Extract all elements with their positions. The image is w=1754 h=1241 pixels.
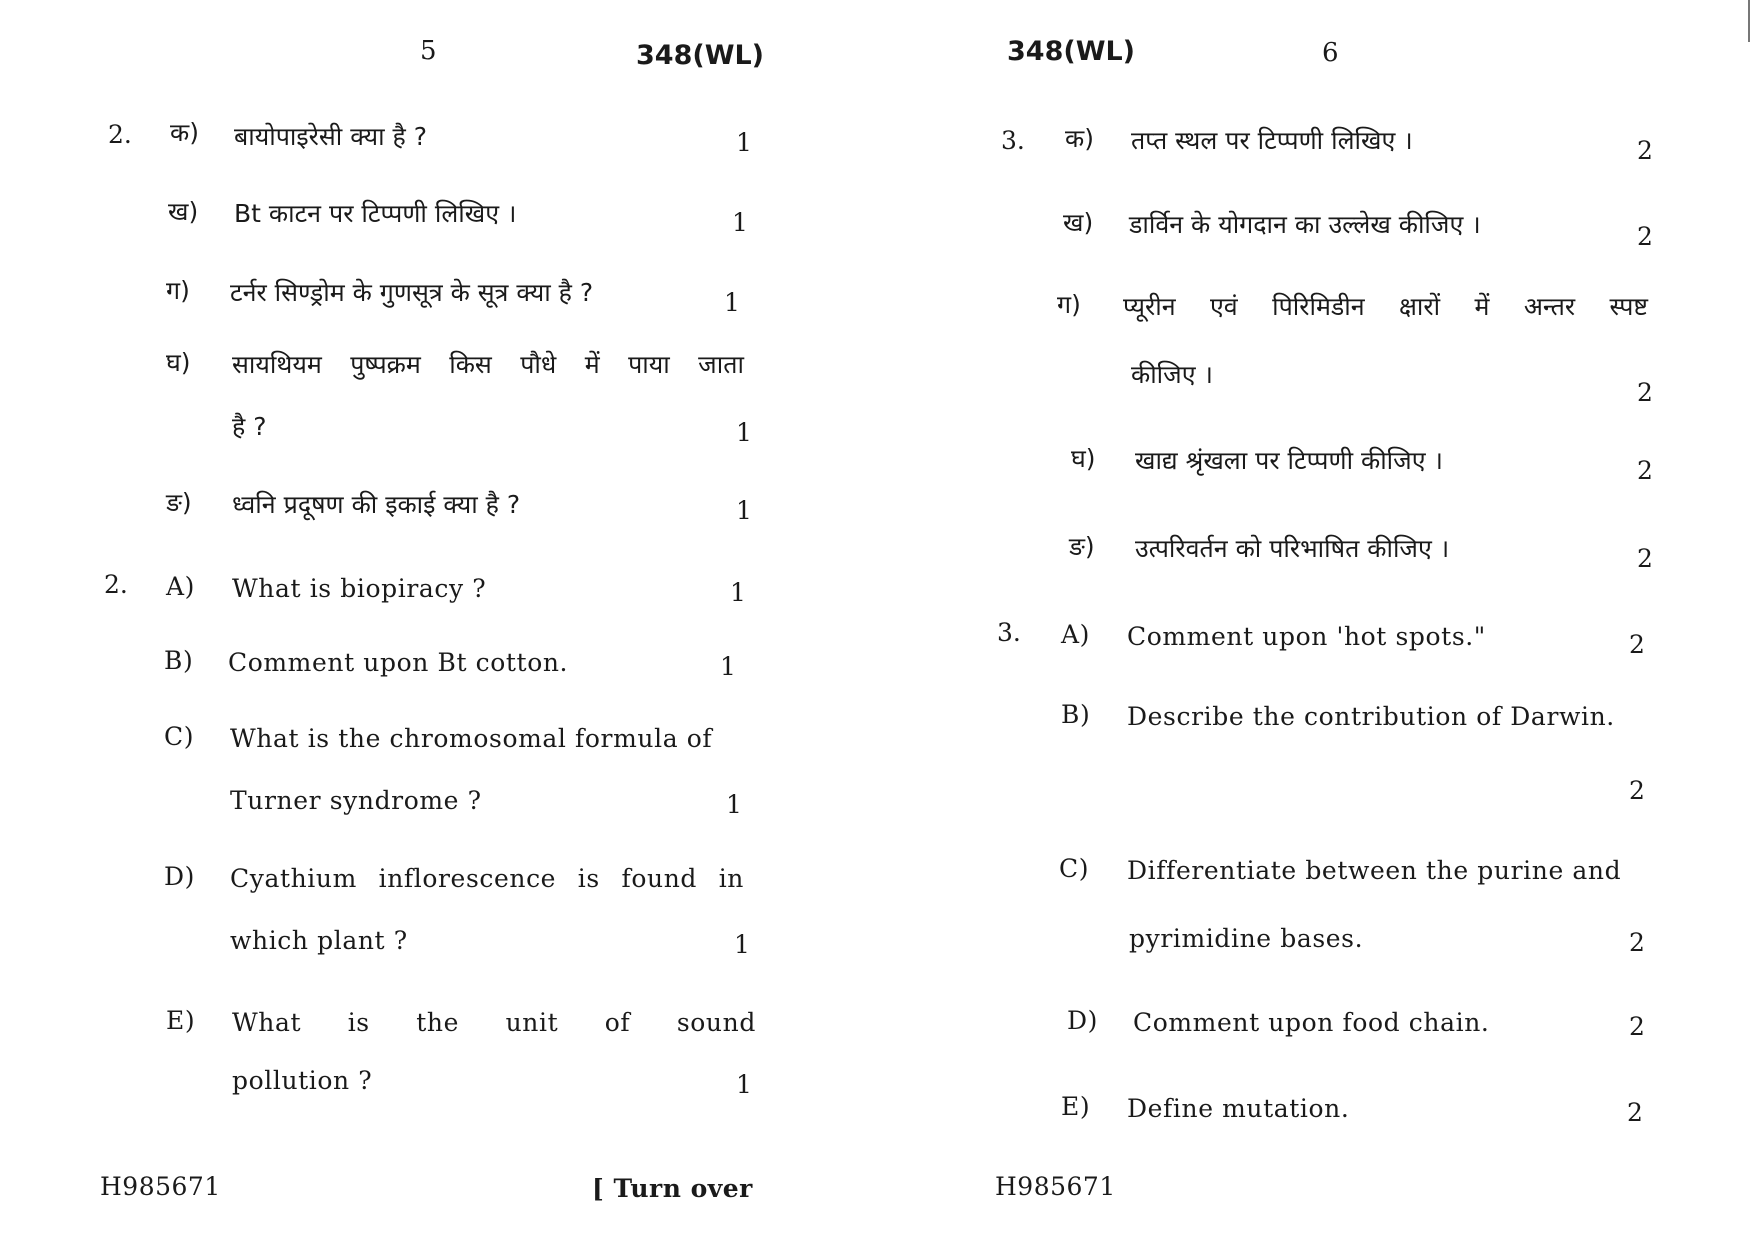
question-text: डार्विन के योगदान का उल्लेख कीजिए । bbox=[1129, 210, 1481, 239]
question-text-continued: कीजिए । bbox=[1131, 360, 1213, 389]
word: पुष्पक्रम bbox=[350, 350, 421, 379]
marks: 1 bbox=[736, 1070, 752, 1099]
marks: 1 bbox=[720, 652, 736, 681]
scan-edge-line bbox=[1748, 0, 1750, 42]
marks: 1 bbox=[726, 790, 742, 819]
item-label: C) bbox=[164, 722, 195, 751]
question-text: तप्त स्थल पर टिप्पणी लिखिए । bbox=[1131, 126, 1413, 155]
question-text: Differentiate between the purine and bbox=[1127, 856, 1622, 885]
paper-code: 348(WL) bbox=[636, 40, 765, 71]
question-text: Comment upon 'hot spots." bbox=[1127, 622, 1486, 651]
page-number: 6 bbox=[1322, 38, 1339, 68]
page-number: 5 bbox=[420, 36, 437, 66]
item-label: क) bbox=[1065, 124, 1094, 153]
word: of bbox=[604, 1008, 631, 1037]
word: में bbox=[584, 350, 600, 379]
word: स्पष्ट bbox=[1609, 292, 1648, 321]
question-text-continued: which plant ? bbox=[230, 926, 408, 955]
question-text: Comment upon Bt cotton. bbox=[228, 648, 569, 677]
marks: 1 bbox=[736, 418, 752, 447]
marks: 2 bbox=[1637, 544, 1653, 573]
item-label: E) bbox=[166, 1006, 196, 1035]
marks: 2 bbox=[1637, 456, 1653, 485]
word: क्षारों bbox=[1399, 292, 1441, 321]
item-label: ङ) bbox=[166, 488, 192, 517]
word: unit bbox=[505, 1008, 559, 1037]
item-label: ग) bbox=[166, 276, 190, 305]
word: में bbox=[1474, 292, 1490, 321]
question-text: खाद्य श्रृंखला पर टिप्पणी कीजिए । bbox=[1135, 446, 1443, 475]
footer-code: H985671 bbox=[100, 1172, 221, 1201]
word: पिरिमिडीन bbox=[1272, 292, 1365, 321]
question-text-continued: pollution ? bbox=[232, 1066, 373, 1095]
marks: 2 bbox=[1629, 776, 1645, 805]
marks: 1 bbox=[724, 288, 740, 317]
item-label: C) bbox=[1059, 854, 1090, 883]
question-text: Define mutation. bbox=[1127, 1094, 1350, 1123]
word: Cyathium bbox=[230, 864, 357, 893]
question-text-justified bbox=[232, 350, 744, 380]
word: inflorescence bbox=[378, 864, 557, 893]
marks: 1 bbox=[730, 578, 746, 607]
question-number: 2. bbox=[108, 120, 132, 149]
item-label: ख) bbox=[1063, 208, 1094, 237]
word: एवं bbox=[1209, 292, 1238, 321]
word: in bbox=[718, 864, 744, 893]
word: सायथियम bbox=[232, 350, 322, 379]
item-label: क) bbox=[170, 118, 199, 147]
word: sound bbox=[676, 1008, 756, 1037]
marks: 2 bbox=[1637, 378, 1653, 407]
item-label: A) bbox=[166, 572, 196, 601]
question-text: Describe the contribution of Darwin. bbox=[1127, 702, 1615, 731]
word: What bbox=[232, 1008, 302, 1037]
item-label: घ) bbox=[1071, 444, 1096, 473]
marks: 2 bbox=[1637, 222, 1653, 251]
question-number: 3. bbox=[997, 618, 1021, 647]
word: किस bbox=[449, 350, 492, 379]
marks: 1 bbox=[732, 208, 748, 237]
question-number: 2. bbox=[104, 570, 128, 599]
question-text-justified bbox=[1123, 292, 1648, 322]
marks: 2 bbox=[1629, 1012, 1645, 1041]
item-label: E) bbox=[1061, 1092, 1091, 1121]
paper-code: 348(WL) bbox=[1007, 36, 1136, 67]
question-text: बायोपाइरेसी क्या है ? bbox=[234, 122, 428, 151]
item-label: A) bbox=[1061, 620, 1091, 649]
question-text: Comment upon food chain. bbox=[1133, 1008, 1490, 1037]
item-label: B) bbox=[164, 646, 194, 675]
question-number: 3. bbox=[1001, 126, 1025, 155]
item-label: B) bbox=[1061, 700, 1091, 729]
item-label: ग) bbox=[1057, 290, 1081, 319]
word: पाया bbox=[628, 350, 670, 379]
question-text: टर्नर सिण्ड्रोम के गुणसूत्र के सूत्र क्या है ? bbox=[230, 278, 594, 307]
page-right bbox=[877, 0, 1754, 1241]
word: प्यूरीन bbox=[1123, 292, 1176, 321]
question-text-continued: pyrimidine bases. bbox=[1129, 924, 1364, 953]
word: अन्तर bbox=[1523, 292, 1576, 321]
question-text-continued: Turner syndrome ? bbox=[230, 786, 482, 815]
marks: 2 bbox=[1629, 630, 1645, 659]
marks: 2 bbox=[1637, 136, 1653, 165]
item-label: D) bbox=[164, 862, 195, 891]
question-text-justified bbox=[230, 864, 744, 894]
item-label: D) bbox=[1067, 1006, 1098, 1035]
item-label: ङ) bbox=[1069, 532, 1095, 561]
turn-over-note: [ Turn over bbox=[592, 1174, 753, 1203]
item-label: ख) bbox=[168, 197, 199, 226]
question-text: What is biopiracy ? bbox=[232, 574, 487, 603]
word: is bbox=[577, 864, 600, 893]
question-text: ध्वनि प्रदूषण की इकाई क्या है ? bbox=[232, 490, 521, 519]
item-label: घ) bbox=[166, 348, 191, 377]
question-text: What is the chromosomal formula of bbox=[230, 724, 713, 753]
question-text-justified bbox=[232, 1008, 756, 1038]
question-text-continued: है ? bbox=[232, 412, 267, 441]
word: is bbox=[347, 1008, 370, 1037]
word: पौधे bbox=[520, 350, 557, 379]
marks: 1 bbox=[734, 930, 750, 959]
word: the bbox=[416, 1008, 460, 1037]
marks: 2 bbox=[1627, 1098, 1643, 1127]
marks: 1 bbox=[736, 128, 752, 157]
word: जाता bbox=[698, 350, 744, 379]
footer-code: H985671 bbox=[995, 1172, 1116, 1201]
word: found bbox=[621, 864, 697, 893]
question-text: उत्परिवर्तन को परिभाषित कीजिए । bbox=[1135, 534, 1450, 563]
marks: 1 bbox=[736, 496, 752, 525]
marks: 2 bbox=[1629, 928, 1645, 957]
question-text: Bt काटन पर टिप्पणी लिखिए । bbox=[234, 199, 517, 228]
